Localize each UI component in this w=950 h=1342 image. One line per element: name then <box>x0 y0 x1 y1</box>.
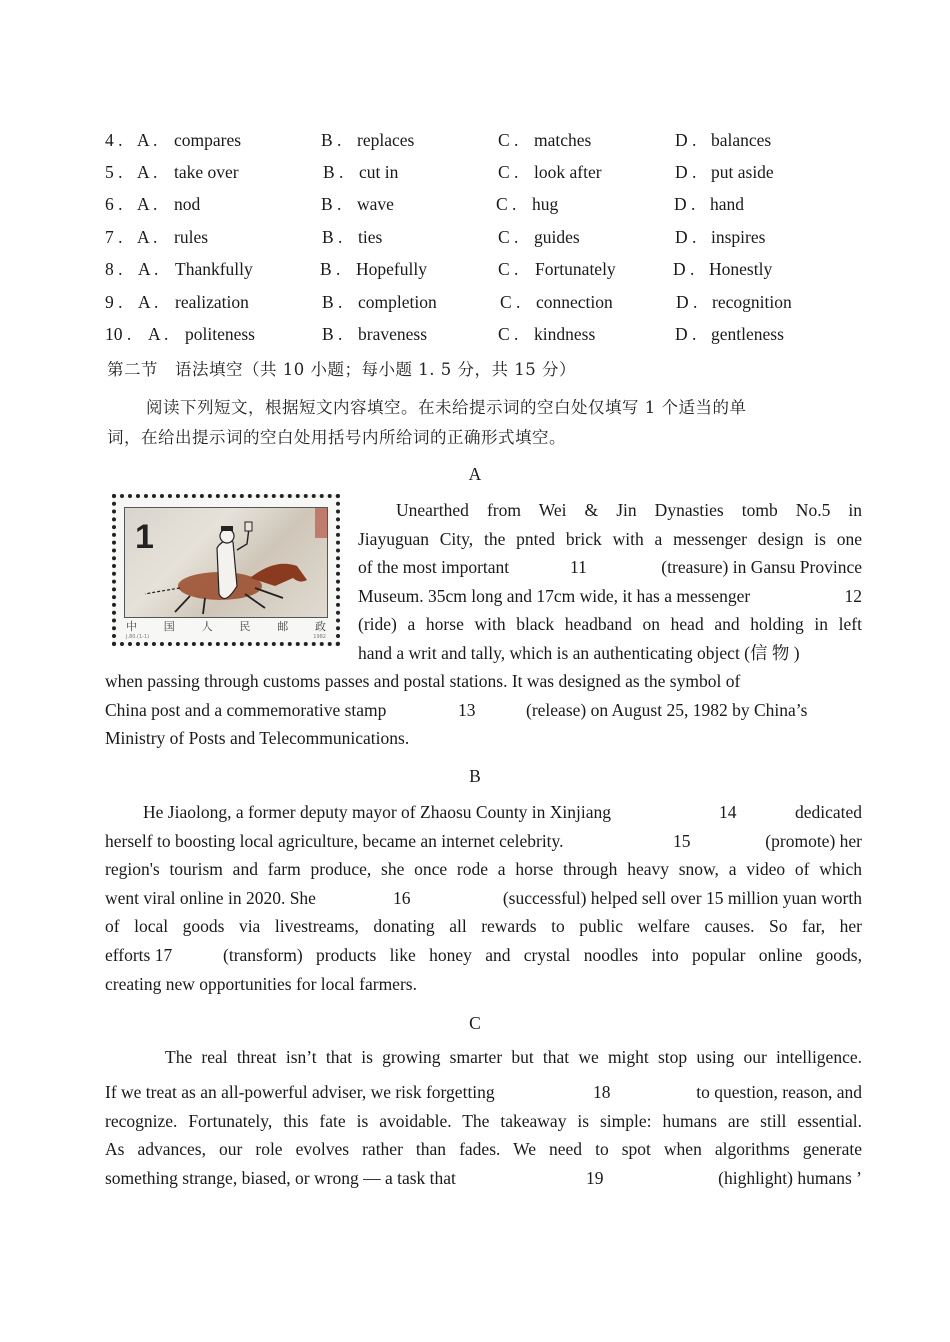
text-segment: of the most important <box>358 557 510 578</box>
text-line: hand a writ and tally, which is an authenticating object (信 物 ) <box>358 642 800 663</box>
text-segment: herself to boosting local agriculture, became an internet celebrity. <box>105 830 564 851</box>
text-line <box>105 798 862 827</box>
option-c-text: hug <box>532 194 559 214</box>
question-number: 6 . <box>105 194 123 214</box>
blank-number-16: 16 <box>393 887 411 908</box>
passage-a-wrapped-text <box>358 496 862 668</box>
option-a-text: politeness <box>185 324 255 344</box>
text-line: when passing through customs passes and postal stations. It was designed as the symbol of <box>105 671 741 691</box>
option-d-letter: D . <box>675 324 697 344</box>
option-d-text: inspires <box>711 227 766 247</box>
text-line <box>105 696 862 725</box>
text-line <box>105 1078 862 1107</box>
option-c-letter: C . <box>498 162 519 182</box>
question-number: 10 . <box>105 324 132 344</box>
option-a-letter: A . <box>138 292 159 312</box>
text-line: Ministry of Posts and Telecommunications. <box>105 728 410 749</box>
stamp-caption-char: 中 <box>126 620 137 633</box>
blank-number-14: 14 <box>719 802 737 822</box>
option-b-letter: B . <box>322 324 343 344</box>
text-segment: (transform) products like honey and crystal noodles into popular online goods, <box>223 944 862 965</box>
option-a-text: nod <box>174 194 201 214</box>
question-number: 5 . <box>105 162 123 182</box>
option-b-text: Hopefully <box>356 259 427 279</box>
option-d-text: balances <box>711 130 772 150</box>
passage-c-text <box>105 1043 862 1192</box>
option-b-letter: B . <box>321 130 342 150</box>
blank-number-17: efforts 17 <box>105 944 173 965</box>
option-d-text: gentleness <box>711 324 784 344</box>
stamp-caption-char: 邮 <box>277 620 289 633</box>
text-segment: (promote) her <box>765 830 862 851</box>
text-line: Jiayuguan City, the pnted brick with a messenger design is one <box>358 528 862 549</box>
option-d-text: recognition <box>712 292 792 312</box>
text-segment: Museum. 35cm long and 17cm wide, it has a messenger <box>358 585 751 606</box>
stamp-caption-char: 国 <box>163 620 175 633</box>
section-title: 第二节 语法填空（共 10 小题；每小题 1. 5 分，共 15 分） <box>107 360 576 379</box>
text-segment: dedicated <box>794 802 862 822</box>
option-a-letter: A . <box>137 194 158 214</box>
question-number: 8 . <box>105 259 123 279</box>
passage-b-text <box>105 798 862 998</box>
text-segment: something strange, biased, or wrong — a task that <box>105 1167 456 1188</box>
question-number: 7 . <box>105 227 123 247</box>
option-b-text: braveness <box>358 324 428 344</box>
text-line: As advances, our role evolves rather than fades. We need to spot when algorithms generate <box>105 1139 862 1160</box>
option-a-text: realization <box>175 292 249 312</box>
passage-b-heading: B <box>469 766 481 786</box>
text-segment: He Jiaolong, a former deputy mayor of Zhaosu County in Xinjiang <box>143 802 612 822</box>
messenger-on-horse-illustration <box>125 508 328 618</box>
text-segment: to question, reason, and <box>696 1082 862 1102</box>
text-segment: went viral online in 2020. She <box>105 887 316 908</box>
question-number: 4 . <box>105 130 123 150</box>
text-line <box>105 1164 862 1193</box>
option-b-letter: B . <box>320 259 341 279</box>
passage-c-heading: C <box>469 1013 481 1033</box>
stamp-image <box>112 494 340 646</box>
text-segment: (successful) helped sell over 15 million yuan worth <box>502 887 862 908</box>
text-line <box>105 884 862 913</box>
option-d-letter: D . <box>675 227 697 247</box>
option-a-letter: A . <box>137 162 158 182</box>
option-a-letter: A . <box>148 324 169 344</box>
option-d-letter: D . <box>674 194 696 214</box>
option-d-letter: D . <box>675 130 697 150</box>
option-c-letter: C . <box>496 194 517 214</box>
stamp-serial: J.80.(1-1) <box>126 634 150 640</box>
stamp-caption-char: 人 <box>201 620 213 633</box>
text-line <box>358 582 862 611</box>
text-segment: (highlight) humans ’ <box>718 1167 862 1188</box>
option-c-text: matches <box>534 130 592 150</box>
stamp-artwork <box>124 507 328 618</box>
option-b-text: cut in <box>359 162 399 182</box>
text-segment: China post and a commemorative stamp <box>105 699 387 720</box>
option-b-text: wave <box>357 194 394 214</box>
option-b-text: ties <box>358 227 383 247</box>
option-c-letter: C . <box>498 259 519 279</box>
text-line <box>105 827 862 856</box>
stamp-year: 1982 <box>313 634 326 640</box>
blank-number-19: 19 <box>586 1167 604 1188</box>
option-a-text: rules <box>174 227 209 247</box>
stamp-denomination: 1 <box>135 518 154 556</box>
stamp-caption-char: 政 <box>314 620 326 633</box>
option-b-text: replaces <box>357 130 415 150</box>
option-c-text: look after <box>534 162 602 182</box>
text-segment: If we treat as an all-powerful adviser, we risk forgetting <box>105 1082 495 1102</box>
option-c-text: kindness <box>534 324 596 344</box>
text-line: Unearthed from Wei & Jin Dynasties tomb No.5 in <box>396 500 862 520</box>
text-segment: (release) on August 25, 1982 by China’s <box>526 699 808 720</box>
blank-number-18: 18 <box>593 1082 611 1102</box>
blank-number-12: 12 <box>844 585 862 606</box>
passage-a-full-width-text <box>105 667 862 753</box>
option-d-letter: D . <box>675 162 697 182</box>
option-c-letter: C . <box>498 324 519 344</box>
passage-a-heading: A <box>468 464 482 484</box>
option-d-text: hand <box>710 194 745 214</box>
text-line: region's tourism and farm produce, she once rode a horse through heavy snow, a video of which <box>105 859 862 880</box>
text-line: The real threat isn’t that is growing smarter but that we might stop using our intelligence. <box>165 1047 862 1067</box>
option-c-letter: C . <box>498 227 519 247</box>
text-line <box>105 941 862 970</box>
option-d-text: put aside <box>711 162 774 182</box>
stamp-caption-char: 民 <box>239 620 251 633</box>
option-b-letter: B . <box>321 194 342 214</box>
option-d-letter: D . <box>673 259 695 279</box>
option-b-letter: B . <box>322 292 343 312</box>
option-c-text: connection <box>536 292 613 312</box>
option-d-text: Honestly <box>709 259 773 279</box>
blank-number-11: 11 <box>570 557 587 578</box>
option-a-text: take over <box>174 162 239 182</box>
option-a-text: Thankfully <box>175 259 253 279</box>
option-c-text: Fortunately <box>535 259 616 279</box>
option-b-letter: B . <box>323 162 344 182</box>
stamp-caption <box>126 618 326 632</box>
text-line <box>358 553 862 582</box>
text-segment: (treasure) in Gansu Province <box>661 557 862 578</box>
option-a-letter: A . <box>138 259 159 279</box>
blank-number-15: 15 <box>673 830 691 851</box>
option-d-letter: D . <box>676 292 698 312</box>
option-b-letter: B . <box>322 227 343 247</box>
option-c-letter: C . <box>500 292 521 312</box>
option-a-letter: A . <box>137 130 158 150</box>
text-line: recognize. Fortunately, this fate is avoidable. The takeaway is simple: humans are still essential. <box>105 1110 862 1131</box>
question-number: 9 . <box>105 292 123 312</box>
option-c-text: guides <box>534 227 580 247</box>
instruction-line-1: 阅读下列短文，根据短文内容填空。在未给提示词的空白处仅填写 1 个适当的单 <box>146 398 747 417</box>
option-c-letter: C . <box>498 130 519 150</box>
option-a-text: compares <box>174 130 242 150</box>
text-line: of local goods via livestreams, donating all rewards to public welfare causes. So far, her <box>105 916 862 937</box>
text-line: creating new opportunities for local farmers. <box>105 973 417 994</box>
option-b-text: completion <box>358 292 437 312</box>
option-a-letter: A . <box>137 227 158 247</box>
text-line: (ride) a horse with black headband on head and holding in left <box>358 614 862 635</box>
blank-number-13: 13 <box>458 699 476 720</box>
instruction-line-2: 词，在给出提示词的空白处用括号内所给词的正确形式填空。 <box>107 428 566 447</box>
